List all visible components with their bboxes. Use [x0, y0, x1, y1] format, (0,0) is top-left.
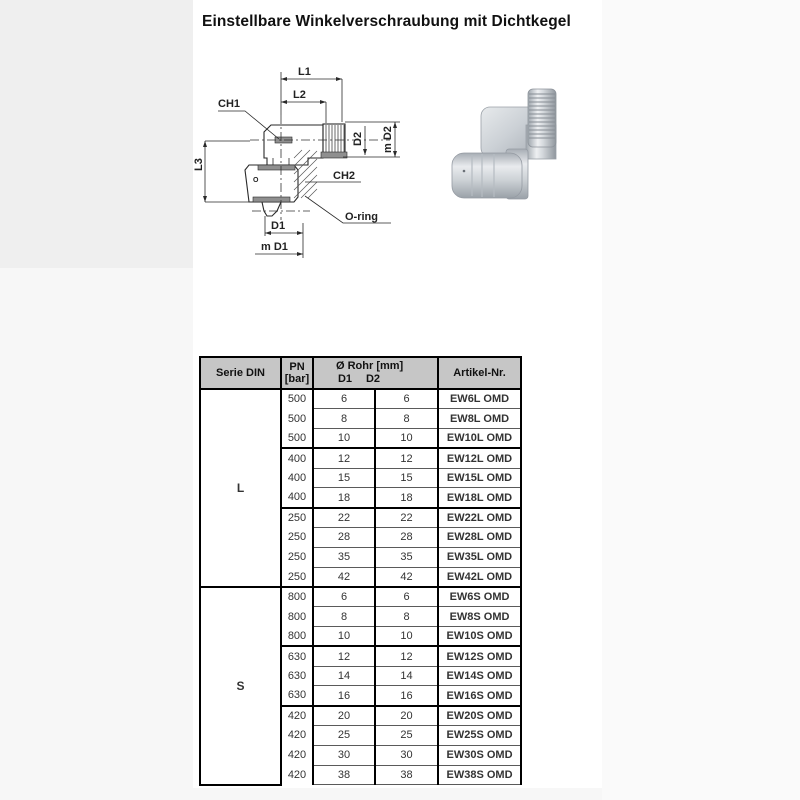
artikel-cell: EW30S OMD — [438, 745, 521, 765]
artikel-cell: EW28L OMD — [438, 528, 521, 548]
pn-cell: 400 — [281, 448, 313, 468]
pn-cell: 400 — [281, 468, 313, 488]
left-margin — [0, 0, 193, 268]
header-rohr — [313, 357, 438, 389]
pn-cell: 250 — [281, 567, 313, 587]
d1-cell: 18 — [313, 488, 375, 508]
dim-label-d2: D2 — [352, 131, 364, 146]
nut-o-mark: O — [253, 177, 259, 184]
table-header-row — [200, 357, 521, 389]
dim-label-ch2: CH2 — [333, 170, 356, 182]
artikel-cell: EW10L OMD — [438, 429, 521, 449]
dim-label-m-d1: m D1 — [261, 241, 288, 253]
d1-cell: 35 — [313, 547, 375, 567]
d1-cell: 10 — [313, 429, 375, 449]
fitting-render — [452, 89, 556, 199]
d1-cell: 30 — [313, 745, 375, 765]
header-pn-bar — [281, 357, 313, 389]
d1-cell: 14 — [313, 666, 375, 686]
product-image — [448, 85, 560, 203]
d2-cell: 22 — [375, 508, 438, 528]
artikel-cell: EW15L OMD — [438, 468, 521, 488]
pn-cell: 500 — [281, 409, 313, 429]
pn-cell: 800 — [281, 587, 313, 607]
pn-cell: 420 — [281, 706, 313, 726]
artikel-cell: EW35L OMD — [438, 547, 521, 567]
d1-cell: 28 — [313, 528, 375, 548]
dim-label-ch1: CH1 — [218, 98, 241, 110]
right-margin — [602, 0, 800, 800]
artikel-cell: EW22L OMD — [438, 508, 521, 528]
pn-cell: 400 — [281, 488, 313, 508]
d1-cell: 42 — [313, 567, 375, 587]
artikel-cell: EW18L OMD — [438, 488, 521, 508]
pn-cell: 250 — [281, 508, 313, 528]
d1-cell: 6 — [313, 587, 375, 607]
artikel-cell: EW8S OMD — [438, 607, 521, 627]
header-pn-line1: PN — [289, 361, 305, 373]
artikel-cell: EW12L OMD — [438, 448, 521, 468]
d1-cell: 6 — [313, 389, 375, 409]
d2-cell: 15 — [375, 468, 438, 488]
d2-cell: 10 — [375, 429, 438, 449]
d1-cell: 16 — [313, 686, 375, 706]
d2-cell: 12 — [375, 646, 438, 666]
header-pn-line2: [bar] — [284, 373, 310, 385]
d2-cell: 18 — [375, 488, 438, 508]
d2-cell: 38 — [375, 765, 438, 785]
d1-cell: 12 — [313, 646, 375, 666]
d2-cell: 6 — [375, 389, 438, 409]
artikel-cell: EW6L OMD — [438, 389, 521, 409]
header-rohr-title: Ø Rohr [mm] — [336, 360, 404, 372]
d1-cell: 38 — [313, 765, 375, 785]
pn-cell: 630 — [281, 686, 313, 706]
technical-drawing — [193, 58, 443, 268]
pn-cell: 250 — [281, 547, 313, 567]
dim-label-l3: L3 — [193, 158, 205, 171]
artikel-cell: EW6S OMD — [438, 587, 521, 607]
header-sub-d1: D1 — [337, 373, 353, 385]
artikel-cell: EW14S OMD — [438, 666, 521, 686]
d2-cell: 16 — [375, 686, 438, 706]
d2-cell: 8 — [375, 607, 438, 627]
pn-cell: 630 — [281, 646, 313, 666]
pn-cell: 420 — [281, 765, 313, 785]
label-o-ring: O-ring — [345, 211, 378, 223]
d1-cell: 22 — [313, 508, 375, 528]
artikel-cell: EW20S OMD — [438, 706, 521, 726]
d1-cell: 20 — [313, 706, 375, 726]
pn-cell: 420 — [281, 726, 313, 746]
dim-label-l2: L2 — [293, 89, 306, 101]
serie-cell-l: L — [200, 389, 281, 587]
dim-label-l1: L1 — [298, 66, 311, 78]
d2-cell: 12 — [375, 448, 438, 468]
pn-cell: 800 — [281, 627, 313, 647]
d2-cell: 14 — [375, 666, 438, 686]
dim-label-d1: D1 — [271, 220, 286, 232]
serie-cell-s: S — [200, 587, 281, 785]
d1-cell: 10 — [313, 627, 375, 647]
pn-cell: 420 — [281, 745, 313, 765]
dim-label-m-d2: m D2 — [382, 126, 394, 153]
pn-cell: 630 — [281, 666, 313, 686]
artikel-cell: EW42L OMD — [438, 567, 521, 587]
artikel-cell: EW12S OMD — [438, 646, 521, 666]
d1-cell: 25 — [313, 726, 375, 746]
d2-cell: 20 — [375, 706, 438, 726]
pn-cell: 800 — [281, 607, 313, 627]
d2-cell: 10 — [375, 627, 438, 647]
d2-cell: 28 — [375, 528, 438, 548]
artikel-cell: EW25S OMD — [438, 726, 521, 746]
d2-cell: 42 — [375, 567, 438, 587]
page-title: Einstellbare Winkelverschraubung mit Dichtkegel — [202, 13, 571, 30]
table-row — [200, 389, 521, 409]
pn-cell: 500 — [281, 389, 313, 409]
pn-cell: 500 — [281, 429, 313, 449]
d1-cell: 12 — [313, 448, 375, 468]
header-sub-d2: D2 — [365, 373, 381, 385]
artikel-cell: EW8L OMD — [438, 409, 521, 429]
header-artikel-nr: Artikel-Nr. — [438, 357, 521, 389]
pn-cell: 250 — [281, 528, 313, 548]
d2-cell: 35 — [375, 547, 438, 567]
header-serie-din: Serie DIN — [200, 357, 281, 389]
d2-cell: 30 — [375, 745, 438, 765]
d1-cell: 8 — [313, 607, 375, 627]
spec-table — [199, 356, 522, 786]
artikel-cell: EW38S OMD — [438, 765, 521, 785]
d1-cell: 8 — [313, 409, 375, 429]
artikel-cell: EW10S OMD — [438, 627, 521, 647]
artikel-cell: EW16S OMD — [438, 686, 521, 706]
d2-cell: 25 — [375, 726, 438, 746]
d1-cell: 15 — [313, 468, 375, 488]
d2-cell: 8 — [375, 409, 438, 429]
table-row — [200, 587, 521, 607]
d2-cell: 6 — [375, 587, 438, 607]
